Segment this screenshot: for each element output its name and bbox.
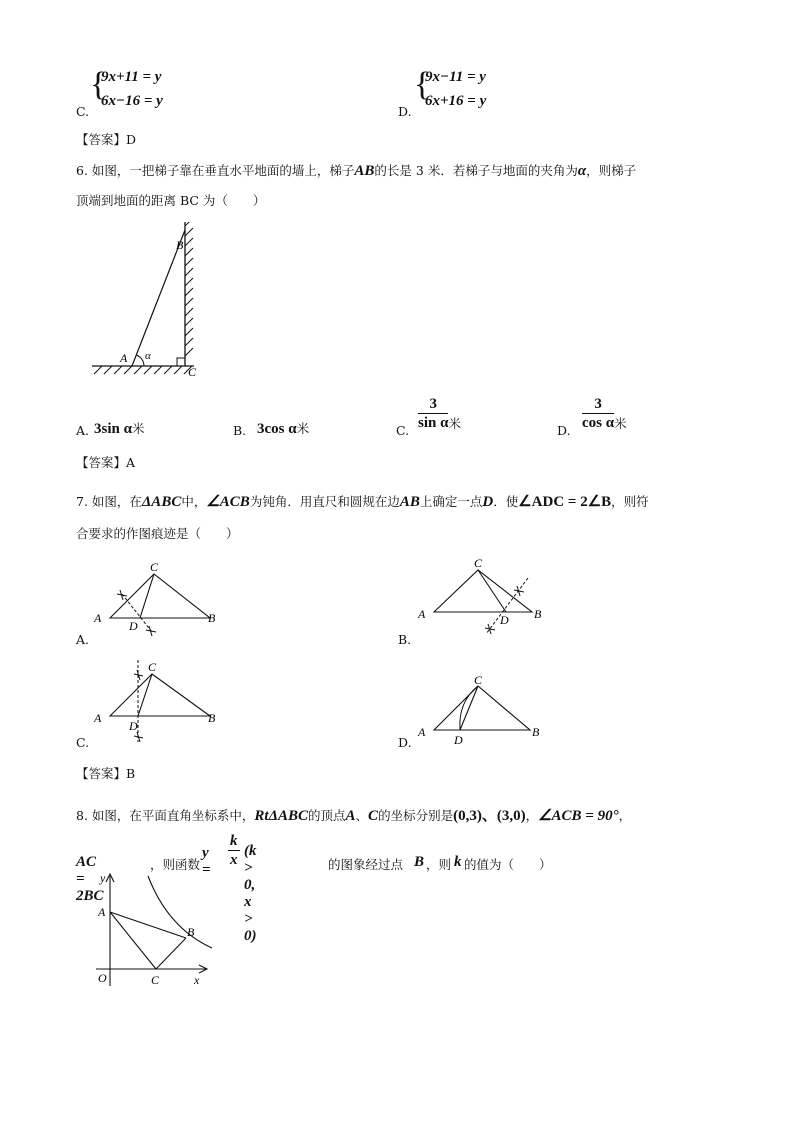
q5-option-c-eq1: 9x+11 = y <box>101 69 162 85</box>
svg-text:A: A <box>418 607 426 621</box>
svg-text:B: B <box>532 725 540 739</box>
svg-text:C: C <box>474 556 483 570</box>
q8-stem-angle: ∠ACB = 90° <box>538 808 619 824</box>
q7-option-d-label[interactable]: D. <box>398 735 412 750</box>
q8-k-over-x: $\frac{k}{x}$ <box>230 833 238 868</box>
svg-text:A: A <box>94 611 102 625</box>
svg-text:B: B <box>208 711 216 725</box>
svg-text:A: A <box>94 711 102 725</box>
svg-text:C: C <box>148 660 157 674</box>
q6-stem-line2: 顶端到地面的距离 BC 为（ ） <box>76 193 266 208</box>
q6-option-b-expr: 3cos α <box>257 421 297 437</box>
q6-answer: 【答案】A <box>76 455 136 470</box>
q6-stem-text-c: ，则梯子 <box>586 163 637 178</box>
svg-text:D: D <box>129 719 138 733</box>
svg-text:A: A <box>98 905 106 919</box>
q6-option-a-label[interactable]: A. <box>76 423 90 438</box>
q6-option-d-fraction: $\frac{3}{\text{cos α}}$ <box>582 396 615 431</box>
q6-ground-hatch <box>94 366 192 374</box>
q6-option-d-unit: 米 <box>614 416 627 431</box>
q6-option-a[interactable] <box>94 418 144 438</box>
q5-option-d-eq1: 9x−11 = y <box>425 69 486 85</box>
q6-option-c-fraction: $\frac{3}{\text{sin α}}$ <box>418 396 449 431</box>
q7-stem-line1: 7. 如图，在ΔABC中，∠ACB为钝角．用直尺和圆规在边AB上确定一点D．使∠ADC = 2∠B，则符 <box>76 494 649 510</box>
q7-stem-angle: ∠ACB <box>206 494 250 510</box>
q6-angle-arc <box>136 355 144 366</box>
q5-option-c-eq2: 6x−16 = y <box>101 93 163 109</box>
q7-answer: 【答案】B <box>76 766 136 781</box>
q6-option-a-unit: 米 <box>131 421 145 436</box>
q6-stem-text-b: 的长是 3 米．若梯子与地面的夹角为 <box>374 163 578 178</box>
q5-option-c-label[interactable]: C. <box>76 104 90 119</box>
q8-coordinate-figure <box>88 872 218 992</box>
q8-stem-range: (k > 0, x > 0) <box>244 843 257 944</box>
q6-label-b: B <box>176 238 184 252</box>
q6-stem-alpha: α <box>577 163 587 179</box>
svg-text:B: B <box>534 607 542 621</box>
q6-label-a: A <box>120 351 128 365</box>
svg-text:C: C <box>474 673 483 687</box>
q7-option-b-label[interactable]: B. <box>398 632 412 647</box>
q8-hyperbola-curve <box>148 876 212 948</box>
q6-wall-hatch <box>185 222 193 356</box>
q6-option-a-expr: 3sin α <box>94 421 132 437</box>
svg-text:B: B <box>208 611 216 625</box>
q6-right-angle-mark <box>177 358 185 366</box>
q6-option-b-unit: 米 <box>296 421 310 436</box>
q7-figure-b <box>414 554 554 640</box>
q8-stem-line1: 8. 如图，在平面直角坐标系中，RtΔABC的顶点A、C的坐标分别是(0,3)、(3,0)，∠ACB = 90°， <box>76 808 632 824</box>
q6-stem-ab: AB <box>354 163 375 179</box>
q6-stem-text-a: 6. 如图，一把梯子靠在垂直水平地面的墙上，梯子 <box>76 163 355 178</box>
q5-option-c-brace: { <box>90 66 107 103</box>
q6-option-d-label[interactable]: D. <box>557 423 571 438</box>
svg-text:D: D <box>129 619 138 633</box>
svg-text:y: y <box>100 872 106 885</box>
q6-option-c[interactable] <box>418 395 461 432</box>
q6-option-c-unit: 米 <box>448 416 461 431</box>
q6-label-c: C <box>188 365 197 379</box>
q6-ladder-figure <box>88 222 218 382</box>
svg-text:D: D <box>454 733 463 746</box>
q7-option-c-label[interactable]: C. <box>76 735 90 750</box>
q6-label-alpha: α <box>145 350 151 362</box>
q7-figure-c <box>90 656 230 746</box>
q7-stem-line2: 合要求的作图痕迹是（ ） <box>76 526 239 541</box>
svg-text:D: D <box>500 613 509 627</box>
q8-stem-coords: (0,3)、(3,0) <box>453 808 526 824</box>
q8-stem-cond: AC = 2BC <box>76 854 104 904</box>
q6-option-c-label[interactable]: C. <box>396 423 410 438</box>
q6-option-b-label[interactable]: B. <box>233 423 247 438</box>
q8-stem-triangle: RtΔABC <box>254 808 308 824</box>
svg-text:C: C <box>151 973 160 987</box>
q5-answer: 【答案】D <box>76 132 137 147</box>
svg-text:x: x <box>194 973 200 987</box>
q6-stem-line1 <box>76 163 636 179</box>
svg-text:C: C <box>150 560 159 574</box>
q7-figure-d <box>414 672 554 746</box>
q5-option-d-eq2: 6x+16 = y <box>425 93 487 109</box>
q5-option-d-label[interactable]: D. <box>398 104 412 119</box>
q7-figure-a <box>90 558 230 640</box>
svg-text:A: A <box>418 725 426 739</box>
q7-stem-triangle: ΔABC <box>141 494 182 510</box>
q7-stem-condition: ∠ADC = 2∠B <box>518 494 612 510</box>
svg-text:B: B <box>187 925 195 939</box>
q6-option-d[interactable] <box>582 395 627 432</box>
q5-option-d-brace: { <box>414 66 431 103</box>
q6-option-b[interactable] <box>257 418 309 438</box>
svg-text:O: O <box>98 971 107 985</box>
q7-option-a-label[interactable]: A. <box>76 632 90 647</box>
